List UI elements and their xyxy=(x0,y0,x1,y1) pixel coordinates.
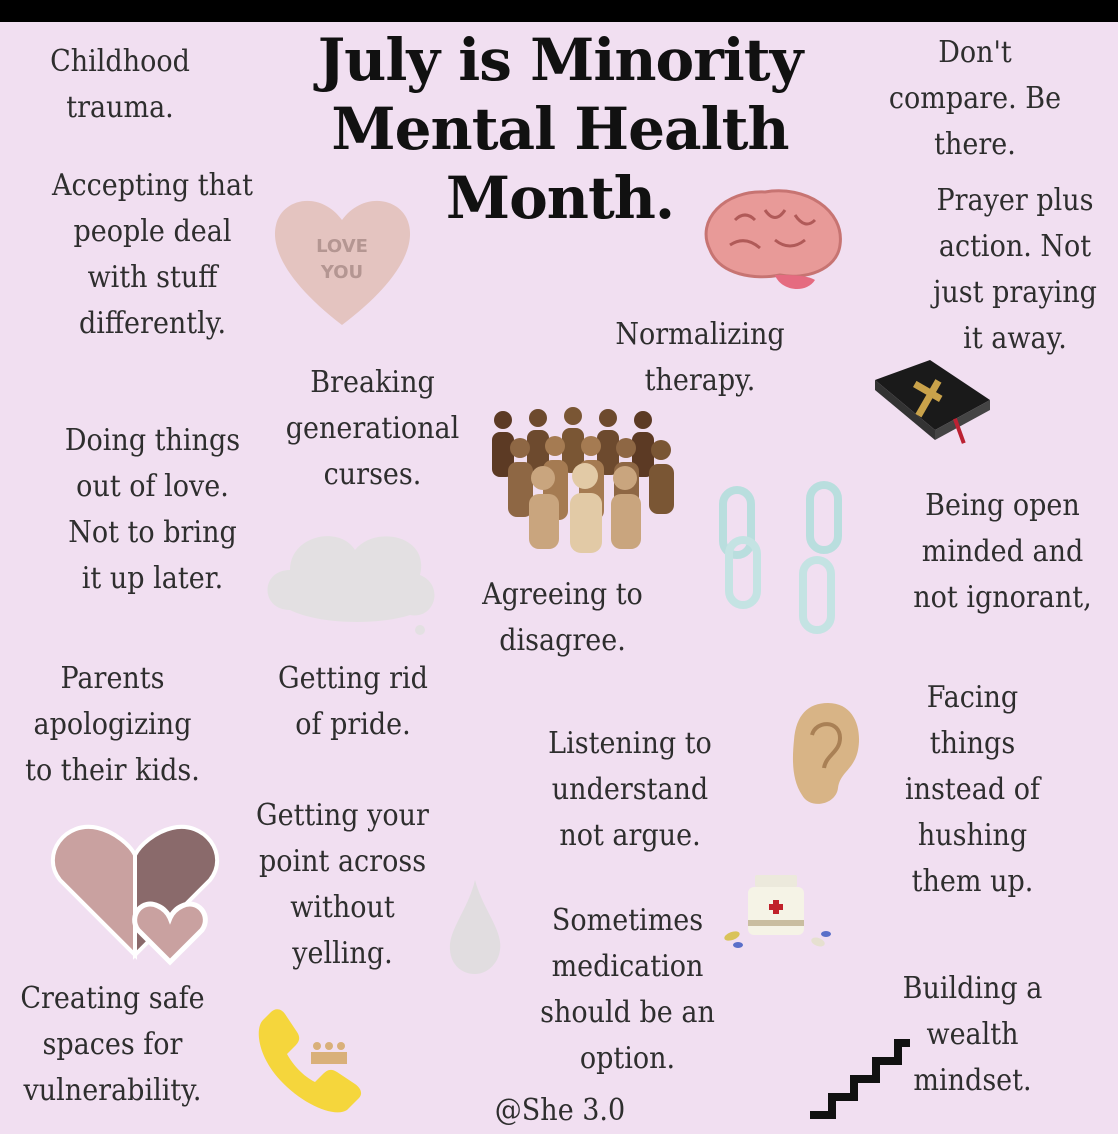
item-listening xyxy=(540,721,720,859)
item-accepting xyxy=(42,163,263,347)
item-line: Creating safe xyxy=(20,981,205,1016)
brain-icon xyxy=(695,180,845,300)
item-line: Getting rid xyxy=(278,661,428,696)
drop-icon xyxy=(448,880,503,975)
item-point-across xyxy=(246,793,440,977)
item-line: them up. xyxy=(911,864,1034,899)
ear-icon xyxy=(790,700,865,810)
item-line: without xyxy=(290,890,395,925)
item-line: Building a xyxy=(902,971,1043,1006)
item-line: just praying xyxy=(933,275,1097,310)
item-line: Sometimes xyxy=(551,903,704,938)
item-line: Being open xyxy=(925,488,1080,523)
item-line: mindset. xyxy=(913,1063,1032,1098)
item-breaking-curses xyxy=(280,360,465,498)
item-line: trauma. xyxy=(66,90,174,125)
item-line: vulnerability. xyxy=(23,1073,202,1108)
item-line: generational xyxy=(285,411,460,446)
item-line: Normalizing xyxy=(615,317,785,352)
item-line: therapy. xyxy=(644,363,756,398)
item-line: wealth xyxy=(926,1017,1019,1052)
item-line: minded and xyxy=(921,534,1084,569)
item-line: yelling. xyxy=(292,936,393,971)
item-line: apologizing xyxy=(33,707,192,742)
bible-icon xyxy=(875,360,995,450)
item-line: Doing things xyxy=(64,423,241,458)
item-line: Parents xyxy=(60,661,165,696)
item-line: option. xyxy=(579,1041,676,1076)
item-facing xyxy=(889,675,1056,905)
item-line: it up later. xyxy=(81,561,224,596)
hearts-icon xyxy=(50,820,220,965)
title-line: Mental Health xyxy=(331,95,789,163)
item-line: with stuff xyxy=(87,260,218,295)
item-line: differently. xyxy=(78,306,227,341)
credit-text: @She 3.0 xyxy=(494,1093,626,1128)
item-line: not ignorant, xyxy=(913,580,1092,615)
item-being-open xyxy=(906,483,1100,621)
item-wealth xyxy=(894,966,1052,1104)
item-line: understand xyxy=(551,772,709,807)
item-line: there. xyxy=(934,127,1016,162)
item-line: Facing xyxy=(926,680,1019,715)
item-line: curses. xyxy=(323,457,422,492)
item-line: it away. xyxy=(963,321,1067,356)
candy-heart-text: YOU xyxy=(320,262,364,283)
item-line: Breaking xyxy=(310,365,435,400)
item-line: Don't xyxy=(938,35,1012,70)
item-line: out of love. xyxy=(76,469,229,504)
item-safe-spaces xyxy=(11,976,214,1114)
item-line: Prayer plus xyxy=(936,183,1094,218)
candy-heart-icon xyxy=(270,190,415,330)
item-line: not argue. xyxy=(559,818,701,853)
phone-icon xyxy=(255,1010,365,1118)
item-agreeing xyxy=(475,572,651,664)
title-line: Month. xyxy=(445,164,675,232)
pill-bottle-icon xyxy=(720,870,835,955)
item-doing-things xyxy=(56,418,250,602)
item-line: instead of xyxy=(905,772,1040,807)
item-line: Listening to xyxy=(548,726,712,761)
cloud-icon xyxy=(260,515,440,640)
item-line: point across xyxy=(258,844,427,879)
item-parents xyxy=(20,656,205,794)
item-line: people deal xyxy=(73,214,232,249)
item-line: should be an xyxy=(540,995,715,1030)
item-line: Agreeing to xyxy=(482,577,643,612)
item-normalizing xyxy=(610,312,790,404)
crowd-icon xyxy=(488,408,683,553)
top-bar xyxy=(0,0,1118,22)
item-line: Childhood xyxy=(50,44,190,79)
item-line: Getting your xyxy=(256,798,429,833)
item-prayer xyxy=(925,178,1105,362)
chain-icon xyxy=(715,480,855,640)
item-pride xyxy=(268,656,439,748)
item-dont-compare xyxy=(885,30,1065,168)
item-line: to their kids. xyxy=(25,753,200,788)
item-medication xyxy=(531,898,725,1082)
item-line: spaces for xyxy=(42,1027,183,1062)
title-line: July is Minority xyxy=(317,26,803,94)
item-line: medication xyxy=(551,949,704,984)
item-line: Not to bring xyxy=(68,515,237,550)
item-line: things xyxy=(929,726,1016,761)
item-line: of pride. xyxy=(295,707,411,742)
item-line: hushing xyxy=(917,818,1028,853)
item-line: Accepting that xyxy=(52,168,253,203)
item-line: action. Not xyxy=(938,229,1092,264)
item-line: disagree. xyxy=(499,623,626,658)
item-line: compare. Be xyxy=(888,81,1062,116)
item-childhood-trauma xyxy=(39,39,201,131)
candy-heart-text: LOVE xyxy=(316,236,368,257)
